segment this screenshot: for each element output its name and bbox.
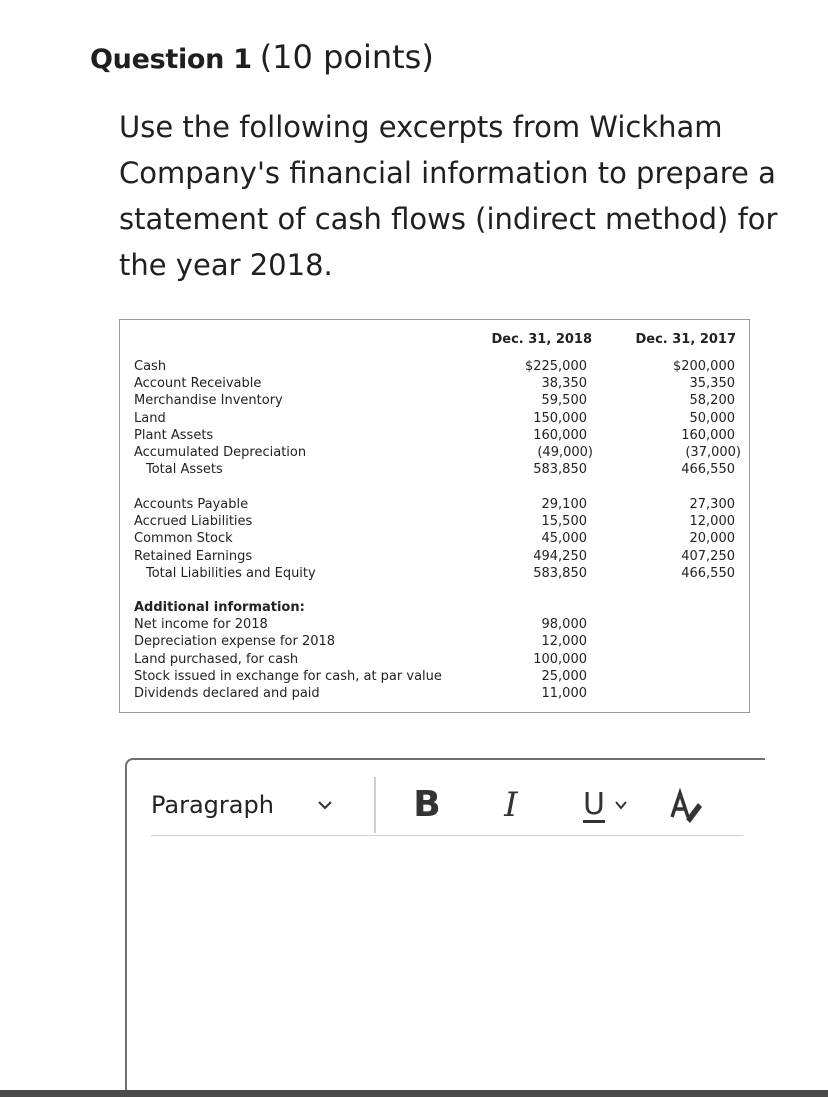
value-2017: 160,000 [681,427,735,443]
row-label: Total Liabilities and Equity [146,565,316,581]
value-2017: 407,250 [681,548,735,564]
row-label: Land [134,410,166,426]
asset-row [120,427,749,444]
row-label: Land purchased, for cash [134,651,299,667]
row-label: Dividends declared and paid [134,685,320,701]
rich-text-editor[interactable] [125,758,765,1097]
paragraph-format-select[interactable] [151,777,376,833]
row-label: Accrued Liabilities [134,514,253,530]
header-dec-2018: Dec. 31, 2018 [491,332,592,347]
value-2017: 466,550 [681,565,735,581]
row-label: Depreciation expense for 2018 [134,634,336,650]
value-2018: 583,850 [533,565,587,581]
value-2018: 583,850 [533,462,587,478]
additional-info-section [120,599,749,702]
asset-row [120,461,749,478]
liability-row [120,548,749,565]
asset-row [120,410,749,427]
value-2017: 27,300 [689,497,735,512]
value-2018: 25,000 [541,668,587,684]
italic-button[interactable]: I [504,784,518,825]
value-2018: 59,500 [541,393,587,409]
value-2018: 38,350 [541,376,587,392]
font-color-button[interactable] [668,785,702,825]
additional-info-row [120,633,749,650]
question-text: Use the following excerpts from Wickham Company's financial information to prepare a statement of cash flows (indirect method) for the year 2018. [119,110,778,282]
value-2018: 160,000 [533,427,587,443]
row-label: Total Assets [146,462,223,478]
asset-row [120,375,749,392]
row-label: Accumulated Depreciation [134,444,307,460]
liability-row [120,530,749,547]
row-label: Common Stock [134,531,233,547]
value-2018: 98,000 [541,617,587,633]
row-label: Plant Assets [134,427,214,443]
underline-options-chevron-icon[interactable] [614,798,628,812]
value-2017: 35,350 [689,376,735,392]
additional-info-row [120,685,749,702]
question-number: Question 1 [90,44,252,75]
row-label: Accounts Payable [134,497,249,512]
value-2018: 45,000 [541,531,587,547]
row-label: Net income for 2018 [134,617,268,633]
chevron-down-icon [316,796,334,814]
bold-button[interactable]: B [413,784,441,825]
value-2017: 50,000 [689,410,735,426]
underline-button[interactable]: U [583,787,605,822]
paragraph-format-label: Paragraph [151,790,274,819]
value-2017: 12,000 [689,514,735,530]
additional-info-title: Additional information: [134,600,305,615]
row-label: Retained Earnings [134,548,253,564]
liability-row [120,513,749,530]
question-points: (10 points) [259,38,434,76]
additional-info-row [120,668,749,685]
bottom-scroll-bar [0,1090,828,1097]
row-label: Merchandise Inventory [134,393,283,409]
value-2017: 20,000 [689,531,735,547]
value-2017: (37,000) [685,444,741,460]
additional-info-row [120,651,749,668]
value-2018: 150,000 [533,410,587,426]
header-dec-2017: Dec. 31, 2017 [635,332,736,347]
liabilities-section [120,496,749,582]
value-2017: 466,550 [681,462,735,478]
question-title [90,38,434,76]
value-2017: 58,200 [689,393,735,409]
financial-table-image [119,319,750,713]
value-2018: $225,000 [524,359,587,374]
liability-row [120,496,749,513]
value-2018: (49,000) [537,444,593,460]
additional-info-row [120,616,749,633]
value-2017: $200,000 [672,359,735,374]
asset-row [120,444,749,461]
asset-row [120,392,749,409]
font-color-icon [668,785,702,825]
value-2018: 100,000 [533,651,587,667]
asset-row [120,358,749,375]
value-2018: 29,100 [541,497,587,512]
value-2018: 12,000 [541,634,587,650]
value-2018: 15,500 [541,514,587,530]
value-2018: 11,000 [541,685,587,701]
liability-row [120,565,749,582]
editor-toolbar [151,774,743,836]
assets-section [120,358,749,478]
row-label: Stock issued in exchange for cash, at par value [134,668,442,684]
additional-info-title-row [120,599,749,616]
row-label: Account Receivable [134,376,262,392]
row-label: Cash [134,359,167,374]
value-2018: 494,250 [533,548,587,564]
